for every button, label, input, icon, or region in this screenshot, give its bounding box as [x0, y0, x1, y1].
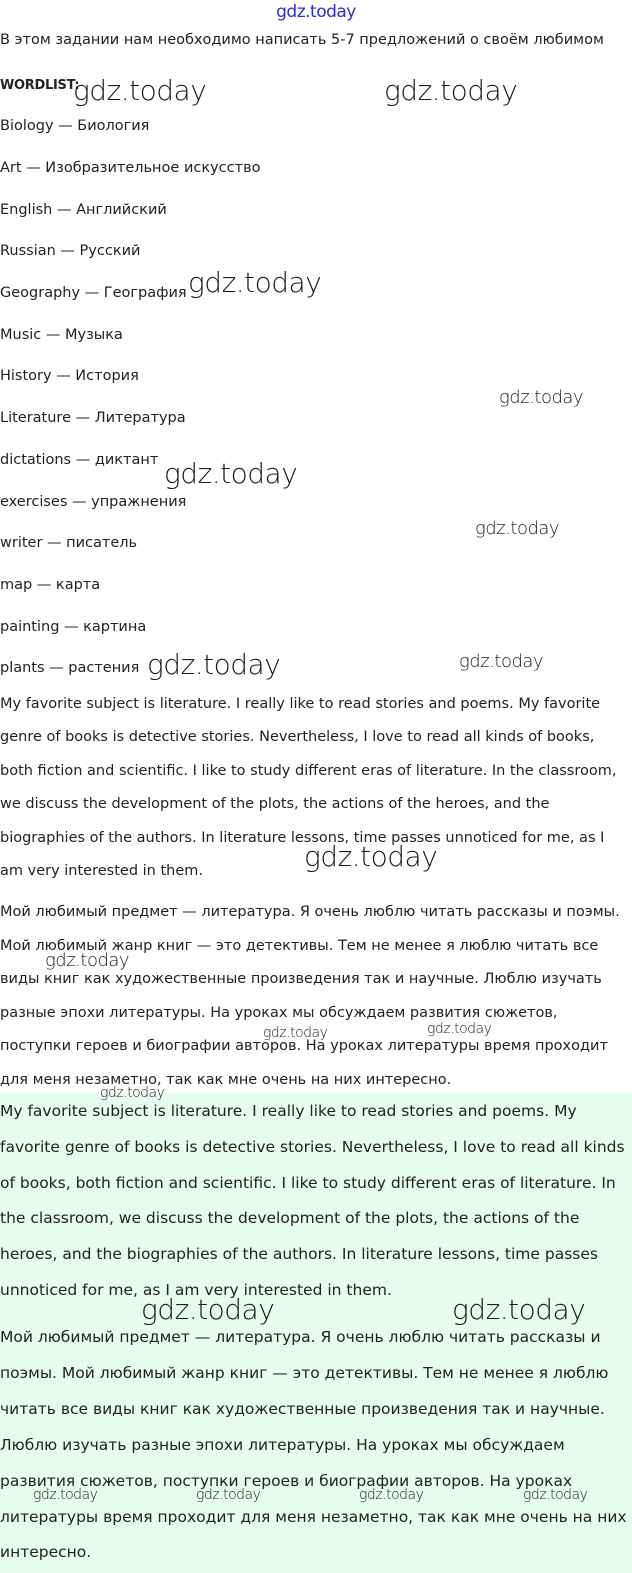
- watermark: gdz.today: [45, 950, 130, 971]
- highlighted-paragraph-ru: Мой любимый предмет — литература. Я очень люблю читать рассказы и поэмы. Мой любимый жанр книг — это детективы. Тем не менее я люблю читать все виды книг как художественные произведения так и научные. Люблю изучать разные эпохи литературы. На уроках мы обсуждаем развития сюжетов, поступки героев и биографии авторов. На уроках литературы время проходит для меня незаметно, так как мне очень на них интересно.: [0, 1328, 627, 1562]
- watermark: gdz.today: [188, 266, 322, 299]
- watermark: gdz.today: [427, 1021, 492, 1037]
- word-item: Art — Изобразительное искусство: [0, 160, 261, 176]
- word-item: dictations — диктант: [0, 452, 159, 468]
- word-item: Russian — Русский: [0, 243, 141, 259]
- watermark: gdz.today: [263, 1025, 328, 1041]
- watermark: gdz.today: [196, 1487, 261, 1503]
- watermark: gdz.today: [164, 457, 298, 490]
- watermark: gdz.today: [452, 1293, 586, 1326]
- watermark: gdz.today: [304, 840, 438, 873]
- word-item: Biology — Биология: [0, 118, 150, 134]
- watermark: gdz.today: [459, 651, 544, 672]
- answer-paragraph-en: My favorite subject is literature. I really like to read stories and poems. My favorite genre of books is detective stories. Nevertheless, I love to read all kinds of books, both fiction and scientific. I like to study different eras of literature. In the classroom, we discuss the development of the plots, the actions of the heroes, and the biographies of the authors. In literature lessons, time passes unnoticed for me, as I am very interested in them.: [0, 696, 617, 880]
- word-item: Music — Музыка: [0, 327, 123, 343]
- word-item: plants — растения: [0, 660, 140, 676]
- watermark: gdz.today: [147, 648, 281, 681]
- word-item: writer — писатель: [0, 535, 138, 551]
- word-item: Literature — Литература: [0, 410, 186, 426]
- wordlist-label: WORDLIST:: [0, 78, 80, 93]
- watermark: gdz.today: [100, 1085, 165, 1101]
- answer-paragraph-ru: Мой любимый предмет — литература. Я очень люблю читать рассказы и поэмы. Мой любимый жанр книг — это детективы. Тем не менее я люблю читать все виды книг как художественные произведения так и научные. Люблю изучать разные эпохи литературы. На уроках мы обсуждаем развития сюжетов, поступки героев и биографии авторов. На уроках литературы время проходит для меня незаметно, так как мне очень на них интересно.: [0, 904, 620, 1088]
- watermark: gdz.today: [523, 1487, 588, 1503]
- watermark: gdz.today: [499, 387, 584, 408]
- watermark: gdz.today: [73, 74, 207, 107]
- watermark: gdz.today: [141, 1293, 275, 1326]
- highlighted-paragraph-en: My favorite subject is literature. I really like to read stories and poems. My favorite genre of books is detective stories. Nevertheless, I love to read all kinds of books, both fiction and scientific. I like to study different eras of literature. In the classroom, we discuss the development of the plots, the actions of the heroes, and the biographies of the authors. In literature lessons, time passes unnoticed for me, as I am very interested in them.: [0, 1102, 625, 1299]
- watermark: gdz.today: [384, 74, 518, 107]
- word-item: map — карта: [0, 577, 101, 593]
- word-item: History — История: [0, 368, 139, 384]
- watermark: gdz.today: [359, 1487, 424, 1503]
- watermark-top: gdz.today: [276, 2, 356, 22]
- word-item: English — Английский: [0, 202, 167, 218]
- watermark: gdz.today: [33, 1487, 98, 1503]
- watermark: gdz.today: [475, 518, 560, 539]
- word-item: Geography — География: [0, 285, 187, 301]
- word-item: painting — картина: [0, 619, 147, 635]
- word-item: exercises — упражнения: [0, 494, 187, 510]
- intro-text: В этом задании нам необходимо написать 5-7 предложений о своём любимом: [0, 32, 604, 48]
